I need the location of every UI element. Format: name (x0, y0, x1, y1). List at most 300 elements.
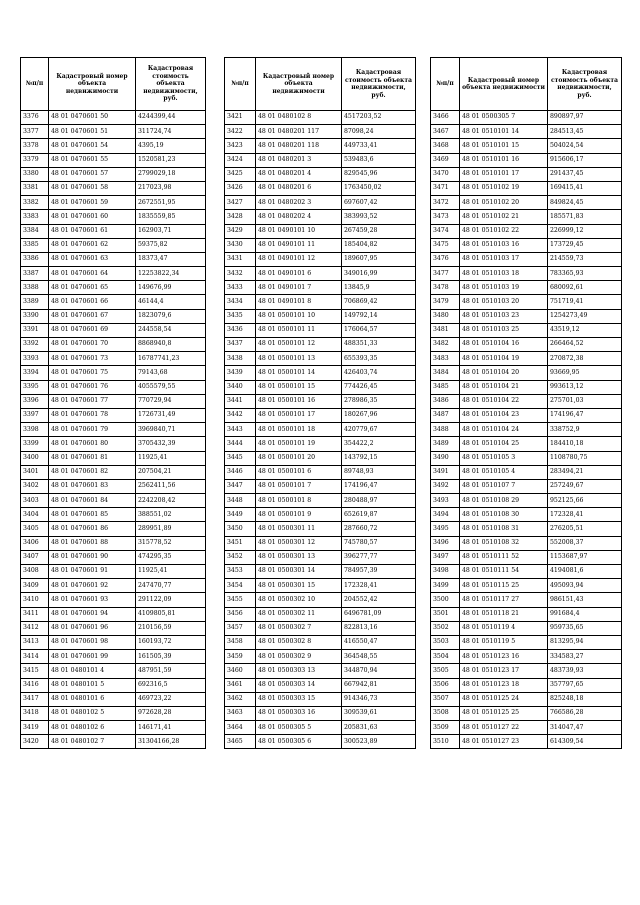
table-row (431, 593, 622, 607)
cadastral-value-cell: 469723,22 (136, 692, 206, 706)
row-number-cell: 3383 (21, 210, 49, 224)
cadastral-value-cell: 300523,89 (342, 735, 416, 749)
header-cadastral-value: Кадастровая стоимость объекта недвижимости, руб. (136, 58, 206, 111)
table-row (21, 635, 206, 649)
table-row (225, 451, 416, 465)
table-row (21, 352, 206, 366)
row-number-cell: 3418 (21, 706, 49, 720)
cadastral-number-cell: 48 01 0510103 16 (460, 238, 548, 252)
cadastral-number-cell: 48 01 0510104 22 (460, 394, 548, 408)
row-number-cell: 3386 (21, 252, 49, 266)
cadastral-value-cell: 783365,93 (548, 267, 622, 281)
cadastral-number-cell: 48 01 0470601 64 (49, 267, 136, 281)
cadastral-number-cell: 48 01 0500303 15 (256, 692, 342, 706)
table-row (431, 664, 622, 678)
table-row (21, 508, 206, 522)
row-number-cell: 3450 (225, 522, 256, 536)
table-row (431, 338, 622, 352)
cadastral-number-cell: 48 01 0510118 21 (460, 607, 548, 621)
cadastral-value-cell: 495093,94 (548, 579, 622, 593)
cadastral-number-cell: 48 01 0480101 4 (49, 664, 136, 678)
cadastral-value-cell: 986151,43 (548, 593, 622, 607)
cadastral-number-cell: 48 01 0500302 7 (256, 621, 342, 635)
table-row (225, 423, 416, 437)
row-number-cell: 3497 (431, 550, 460, 564)
table-row (431, 366, 622, 380)
cadastral-number-cell: 48 01 0510104 24 (460, 423, 548, 437)
cadastral-value-cell: 169415,41 (548, 181, 622, 195)
cadastral-value-cell: 680092,61 (548, 281, 622, 295)
table-row (431, 394, 622, 408)
row-number-cell: 3471 (431, 181, 460, 195)
table-row (225, 196, 416, 210)
table-row (225, 323, 416, 337)
row-number-cell: 3499 (431, 579, 460, 593)
table-row (431, 508, 622, 522)
table-row (431, 267, 622, 281)
cadastral-value-cell: 813295,94 (548, 635, 622, 649)
cadastral-value-cell: 278986,35 (342, 394, 416, 408)
cadastral-number-cell: 48 01 0510104 23 (460, 408, 548, 422)
row-number-cell: 3480 (431, 309, 460, 323)
cadastral-value-cell: 504024,54 (548, 139, 622, 153)
cadastral-table-1 (20, 57, 206, 749)
cadastral-number-cell: 48 01 0490101 6 (256, 267, 342, 281)
cadastral-value-cell: 59375,82 (136, 238, 206, 252)
row-number-cell: 3485 (431, 380, 460, 394)
cadastral-number-cell: 48 01 0510102 19 (460, 181, 548, 195)
table-row (431, 692, 622, 706)
row-number-cell: 3502 (431, 621, 460, 635)
row-number-cell: 3423 (225, 139, 256, 153)
cadastral-value-cell: 280488,97 (342, 494, 416, 508)
table-row (225, 536, 416, 550)
row-number-cell: 3431 (225, 252, 256, 266)
row-number-cell: 3388 (21, 281, 49, 295)
row-number-cell: 3406 (21, 536, 49, 550)
cadastral-number-cell: 48 01 0510101 14 (460, 125, 548, 139)
row-number-cell: 3437 (225, 338, 256, 352)
row-number-cell: 3392 (21, 338, 49, 352)
row-number-cell: 3424 (225, 153, 256, 167)
row-number-cell: 3494 (431, 508, 460, 522)
cadastral-number-cell: 48 01 0510102 21 (460, 210, 548, 224)
table-row (431, 139, 622, 153)
table-row (21, 706, 206, 720)
table-row (431, 579, 622, 593)
cadastral-value-cell: 180267,96 (342, 408, 416, 422)
cadastral-value-cell: 420779,67 (342, 423, 416, 437)
row-number-cell: 3379 (21, 153, 49, 167)
cadastral-number-cell: 48 01 0510103 20 (460, 295, 548, 309)
cadastral-value-cell: 4109805,81 (136, 607, 206, 621)
cadastral-value-cell: 766586,28 (548, 706, 622, 720)
cadastral-number-cell: 48 01 0470601 69 (49, 323, 136, 337)
row-number-cell: 3410 (21, 593, 49, 607)
cadastral-number-cell: 48 01 0510103 25 (460, 323, 548, 337)
row-number-cell: 3387 (21, 267, 49, 281)
row-number-cell: 3401 (21, 465, 49, 479)
table-row (431, 650, 622, 664)
table-row (225, 565, 416, 579)
cadastral-number-cell: 48 01 0480201 3 (256, 153, 342, 167)
row-number-cell: 3389 (21, 295, 49, 309)
cadastral-value-cell: 614309,54 (548, 735, 622, 749)
cadastral-value-cell: 972628,28 (136, 706, 206, 720)
cadastral-number-cell: 48 01 0470601 86 (49, 522, 136, 536)
table-row (431, 522, 622, 536)
row-number-cell: 3495 (431, 522, 460, 536)
cadastral-value-cell: 309539,61 (342, 706, 416, 720)
cadastral-value-cell: 396277,77 (342, 550, 416, 564)
table-row (21, 593, 206, 607)
table-row (21, 522, 206, 536)
table-row (431, 607, 622, 621)
cadastral-number-cell: 48 01 0510104 19 (460, 352, 548, 366)
row-number-cell: 3505 (431, 664, 460, 678)
cadastral-value-cell: 1823079,6 (136, 309, 206, 323)
cadastral-number-cell: 48 01 0470601 59 (49, 196, 136, 210)
cadastral-number-cell: 48 01 0470601 60 (49, 210, 136, 224)
cadastral-value-cell: 205831,63 (342, 721, 416, 735)
table-row (225, 394, 416, 408)
table-row (225, 437, 416, 451)
cadastral-value-cell: 257249,67 (548, 479, 622, 493)
cadastral-value-cell: 849824,45 (548, 196, 622, 210)
cadastral-number-cell: 48 01 0480202 3 (256, 196, 342, 210)
row-number-cell: 3455 (225, 593, 256, 607)
row-number-cell: 3508 (431, 706, 460, 720)
cadastral-number-cell: 48 01 0510127 23 (460, 735, 548, 749)
table-row (225, 550, 416, 564)
cadastral-value-cell: 697607,42 (342, 196, 416, 210)
table-row (431, 621, 622, 635)
cadastral-number-cell: 48 01 0510107 7 (460, 479, 548, 493)
cadastral-value-cell: 149792,14 (342, 309, 416, 323)
cadastral-value-cell: 93669,95 (548, 366, 622, 380)
cadastral-value-cell: 89748,93 (342, 465, 416, 479)
cadastral-value-cell: 31304166,28 (136, 735, 206, 749)
table-row (225, 664, 416, 678)
table-row (431, 423, 622, 437)
table-row (225, 338, 416, 352)
cadastral-value-cell: 357797,65 (548, 678, 622, 692)
cadastral-number-cell: 48 01 0470601 90 (49, 550, 136, 564)
row-number-cell: 3384 (21, 224, 49, 238)
cadastral-number-cell: 48 01 0480101 6 (49, 692, 136, 706)
cadastral-value-cell: 3969840,71 (136, 423, 206, 437)
row-number-cell: 3376 (21, 111, 49, 125)
cadastral-number-cell: 48 01 0470601 84 (49, 494, 136, 508)
row-number-cell: 3377 (21, 125, 49, 139)
cadastral-value-cell: 2799029,18 (136, 167, 206, 181)
table-row (225, 721, 416, 735)
row-number-cell: 3448 (225, 494, 256, 508)
cadastral-value-cell: 2242208,42 (136, 494, 206, 508)
table-row (225, 706, 416, 720)
cadastral-number-cell: 48 01 0500101 9 (256, 508, 342, 522)
row-number-cell: 3422 (225, 125, 256, 139)
table-row (21, 267, 206, 281)
row-number-cell: 3402 (21, 479, 49, 493)
row-number-cell: 3461 (225, 678, 256, 692)
cadastral-value-cell: 4194081,6 (548, 565, 622, 579)
row-number-cell: 3443 (225, 423, 256, 437)
cadastral-value-cell: 829545,96 (342, 167, 416, 181)
table-row (431, 167, 622, 181)
cadastral-value-cell: 267459,28 (342, 224, 416, 238)
table-row (225, 635, 416, 649)
cadastral-value-cell: 185571,83 (548, 210, 622, 224)
cadastral-value-cell: 11925,41 (136, 565, 206, 579)
table-row (225, 167, 416, 181)
row-number-cell: 3398 (21, 423, 49, 437)
cadastral-number-cell: 48 01 0470601 75 (49, 366, 136, 380)
row-number-cell: 3501 (431, 607, 460, 621)
cadastral-number-cell: 48 01 0500301 14 (256, 565, 342, 579)
row-number-cell: 3468 (431, 139, 460, 153)
table-row (21, 366, 206, 380)
table-row (21, 479, 206, 493)
cadastral-value-cell: 174196,47 (548, 408, 622, 422)
table-row (225, 508, 416, 522)
row-number-cell: 3510 (431, 735, 460, 749)
cadastral-value-cell: 349016,99 (342, 267, 416, 281)
cadastral-number-cell: 48 01 0490101 12 (256, 252, 342, 266)
header-cadastral-value: Кадастровая стоимость объекта недвижимости, руб. (548, 58, 622, 111)
row-number-cell: 3490 (431, 451, 460, 465)
table-body (21, 111, 206, 749)
table-row (225, 281, 416, 295)
cadastral-number-cell: 48 01 0510108 30 (460, 508, 548, 522)
row-number-cell: 3421 (225, 111, 256, 125)
cadastral-number-cell: 48 01 0470601 92 (49, 579, 136, 593)
cadastral-number-cell: 48 01 0510119 5 (460, 635, 548, 649)
cadastral-value-cell: 959735,65 (548, 621, 622, 635)
cadastral-value-cell: 161505,39 (136, 650, 206, 664)
cadastral-number-cell: 48 01 0500101 14 (256, 366, 342, 380)
cadastral-number-cell: 48 01 0470601 66 (49, 295, 136, 309)
row-number-cell: 3465 (225, 735, 256, 749)
row-number-cell: 3412 (21, 621, 49, 635)
cadastral-number-cell: 48 01 0500101 20 (256, 451, 342, 465)
cadastral-value-cell: 270872,38 (548, 352, 622, 366)
row-number-cell: 3391 (21, 323, 49, 337)
cadastral-number-cell: 48 01 0480102 8 (256, 111, 342, 125)
table-row (431, 252, 622, 266)
table-row (431, 706, 622, 720)
row-number-cell: 3434 (225, 295, 256, 309)
table-row (21, 678, 206, 692)
table-row (21, 323, 206, 337)
row-number-cell: 3503 (431, 635, 460, 649)
row-number-cell: 3435 (225, 309, 256, 323)
table-row (225, 153, 416, 167)
row-number-cell: 3475 (431, 238, 460, 252)
table-row (225, 650, 416, 664)
table-row (21, 437, 206, 451)
table-row (431, 111, 622, 125)
cadastral-value-cell: 667942,81 (342, 678, 416, 692)
row-number-cell: 3413 (21, 635, 49, 649)
row-number-cell: 3454 (225, 579, 256, 593)
cadastral-value-cell: 160193,72 (136, 635, 206, 649)
cadastral-value-cell: 483739,93 (548, 664, 622, 678)
header-num: №п/п (225, 58, 256, 111)
row-number-cell: 3403 (21, 494, 49, 508)
table-row (21, 167, 206, 181)
row-number-cell: 3462 (225, 692, 256, 706)
row-number-cell: 3487 (431, 408, 460, 422)
row-number-cell: 3399 (21, 437, 49, 451)
cadastral-value-cell: 172328,41 (548, 508, 622, 522)
row-number-cell: 3486 (431, 394, 460, 408)
cadastral-number-cell: 48 01 0510111 52 (460, 550, 548, 564)
table-row (431, 224, 622, 238)
cadastral-number-cell: 48 01 0500303 13 (256, 664, 342, 678)
cadastral-value-cell: 172328,41 (342, 579, 416, 593)
row-number-cell: 3470 (431, 167, 460, 181)
cadastral-value-cell: 2562411,56 (136, 479, 206, 493)
table-row (21, 139, 206, 153)
table-row (431, 437, 622, 451)
cadastral-number-cell: 48 01 0500301 13 (256, 550, 342, 564)
cadastral-table-2 (224, 57, 416, 749)
cadastral-value-cell: 149676,99 (136, 281, 206, 295)
row-number-cell: 3479 (431, 295, 460, 309)
cadastral-number-cell: 48 01 0500303 16 (256, 706, 342, 720)
table-row (21, 607, 206, 621)
cadastral-number-cell: 48 01 0470601 78 (49, 408, 136, 422)
table-row (21, 423, 206, 437)
cadastral-number-cell: 48 01 0470601 83 (49, 479, 136, 493)
row-number-cell: 3447 (225, 479, 256, 493)
table-row (431, 238, 622, 252)
cadastral-number-cell: 48 01 0480101 5 (49, 678, 136, 692)
table-row (431, 295, 622, 309)
table-row (21, 735, 206, 749)
cadastral-number-cell: 48 01 0510108 32 (460, 536, 548, 550)
cadastral-value-cell: 217023,98 (136, 181, 206, 195)
cadastral-number-cell: 48 01 0510103 17 (460, 252, 548, 266)
row-number-cell: 3409 (21, 579, 49, 593)
row-number-cell: 3394 (21, 366, 49, 380)
cadastral-value-cell: 189607,95 (342, 252, 416, 266)
row-number-cell: 3439 (225, 366, 256, 380)
row-number-cell: 3506 (431, 678, 460, 692)
row-number-cell: 3385 (21, 238, 49, 252)
cadastral-number-cell: 48 01 0510105 4 (460, 465, 548, 479)
cadastral-number-cell: 48 01 0470601 62 (49, 238, 136, 252)
row-number-cell: 3509 (431, 721, 460, 735)
row-number-cell: 3452 (225, 550, 256, 564)
cadastral-value-cell: 11925,41 (136, 451, 206, 465)
cadastral-value-cell: 991684,4 (548, 607, 622, 621)
table-row (21, 380, 206, 394)
cadastral-number-cell: 48 01 0510103 23 (460, 309, 548, 323)
cadastral-number-cell: 48 01 0480102 7 (49, 735, 136, 749)
table-row (431, 635, 622, 649)
cadastral-number-cell: 48 01 0500305 6 (256, 735, 342, 749)
cadastral-number-cell: 48 01 0470601 51 (49, 125, 136, 139)
cadastral-value-cell: 185404,82 (342, 238, 416, 252)
row-number-cell: 3428 (225, 210, 256, 224)
cadastral-number-cell: 48 01 0510105 3 (460, 451, 548, 465)
table-row (225, 352, 416, 366)
cadastral-value-cell: 1726731,49 (136, 408, 206, 422)
cadastral-number-cell: 48 01 0510125 25 (460, 706, 548, 720)
table-row (21, 664, 206, 678)
cadastral-number-cell: 48 01 0500302 11 (256, 607, 342, 621)
cadastral-number-cell: 48 01 0500101 10 (256, 309, 342, 323)
cadastral-value-cell: 449733,41 (342, 139, 416, 153)
row-number-cell: 3484 (431, 366, 460, 380)
table-row (225, 380, 416, 394)
cadastral-value-cell: 173729,45 (548, 238, 622, 252)
cadastral-number-cell: 48 01 0470601 77 (49, 394, 136, 408)
cadastral-value-cell: 207504,21 (136, 465, 206, 479)
row-number-cell: 3498 (431, 565, 460, 579)
cadastral-number-cell: 48 01 0470601 54 (49, 139, 136, 153)
cadastral-number-cell: 48 01 0470601 65 (49, 281, 136, 295)
table-row (225, 522, 416, 536)
row-number-cell: 3408 (21, 565, 49, 579)
cadastral-value-cell: 745780,57 (342, 536, 416, 550)
row-number-cell: 3446 (225, 465, 256, 479)
cadastral-number-cell: 48 01 0470601 82 (49, 465, 136, 479)
cadastral-number-cell: 48 01 0470601 61 (49, 224, 136, 238)
cadastral-number-cell: 48 01 0480201 6 (256, 181, 342, 195)
table-row (21, 465, 206, 479)
cadastral-value-cell: 289951,89 (136, 522, 206, 536)
cadastral-number-cell: 48 01 0500101 6 (256, 465, 342, 479)
cadastral-value-cell: 291437,45 (548, 167, 622, 181)
row-number-cell: 3472 (431, 196, 460, 210)
row-number-cell: 3492 (431, 479, 460, 493)
row-number-cell: 3380 (21, 167, 49, 181)
cadastral-number-cell: 48 01 0480102 6 (49, 721, 136, 735)
cadastral-value-cell: 284513,45 (548, 125, 622, 139)
table-body (225, 111, 416, 749)
cadastral-value-cell: 16787741,23 (136, 352, 206, 366)
row-number-cell: 3393 (21, 352, 49, 366)
table-row (225, 579, 416, 593)
row-number-cell: 3483 (431, 352, 460, 366)
table-row (21, 721, 206, 735)
cadastral-value-cell: 204552,42 (342, 593, 416, 607)
cadastral-number-cell: 48 01 0510123 17 (460, 664, 548, 678)
table-row (431, 721, 622, 735)
cadastral-number-cell: 48 01 0470601 58 (49, 181, 136, 195)
cadastral-value-cell: 416550,47 (342, 635, 416, 649)
table-row (431, 181, 622, 195)
cadastral-number-cell: 48 01 0510103 18 (460, 267, 548, 281)
table-row (431, 153, 622, 167)
cadastral-number-cell: 48 01 0470601 57 (49, 167, 136, 181)
cadastral-number-cell: 48 01 0510117 27 (460, 593, 548, 607)
header-cadastral-number: Кадастровый номер объекта недвижимости (256, 58, 342, 111)
cadastral-number-cell: 48 01 0510104 16 (460, 338, 548, 352)
cadastral-number-cell: 48 01 0510103 19 (460, 281, 548, 295)
cadastral-number-cell: 48 01 0510115 25 (460, 579, 548, 593)
cadastral-value-cell: 247470,77 (136, 579, 206, 593)
cadastral-number-cell: 48 01 0510125 24 (460, 692, 548, 706)
row-number-cell: 3416 (21, 678, 49, 692)
row-number-cell: 3459 (225, 650, 256, 664)
cadastral-number-cell: 48 01 0500101 13 (256, 352, 342, 366)
row-number-cell: 3464 (225, 721, 256, 735)
cadastral-value-cell: 751719,41 (548, 295, 622, 309)
